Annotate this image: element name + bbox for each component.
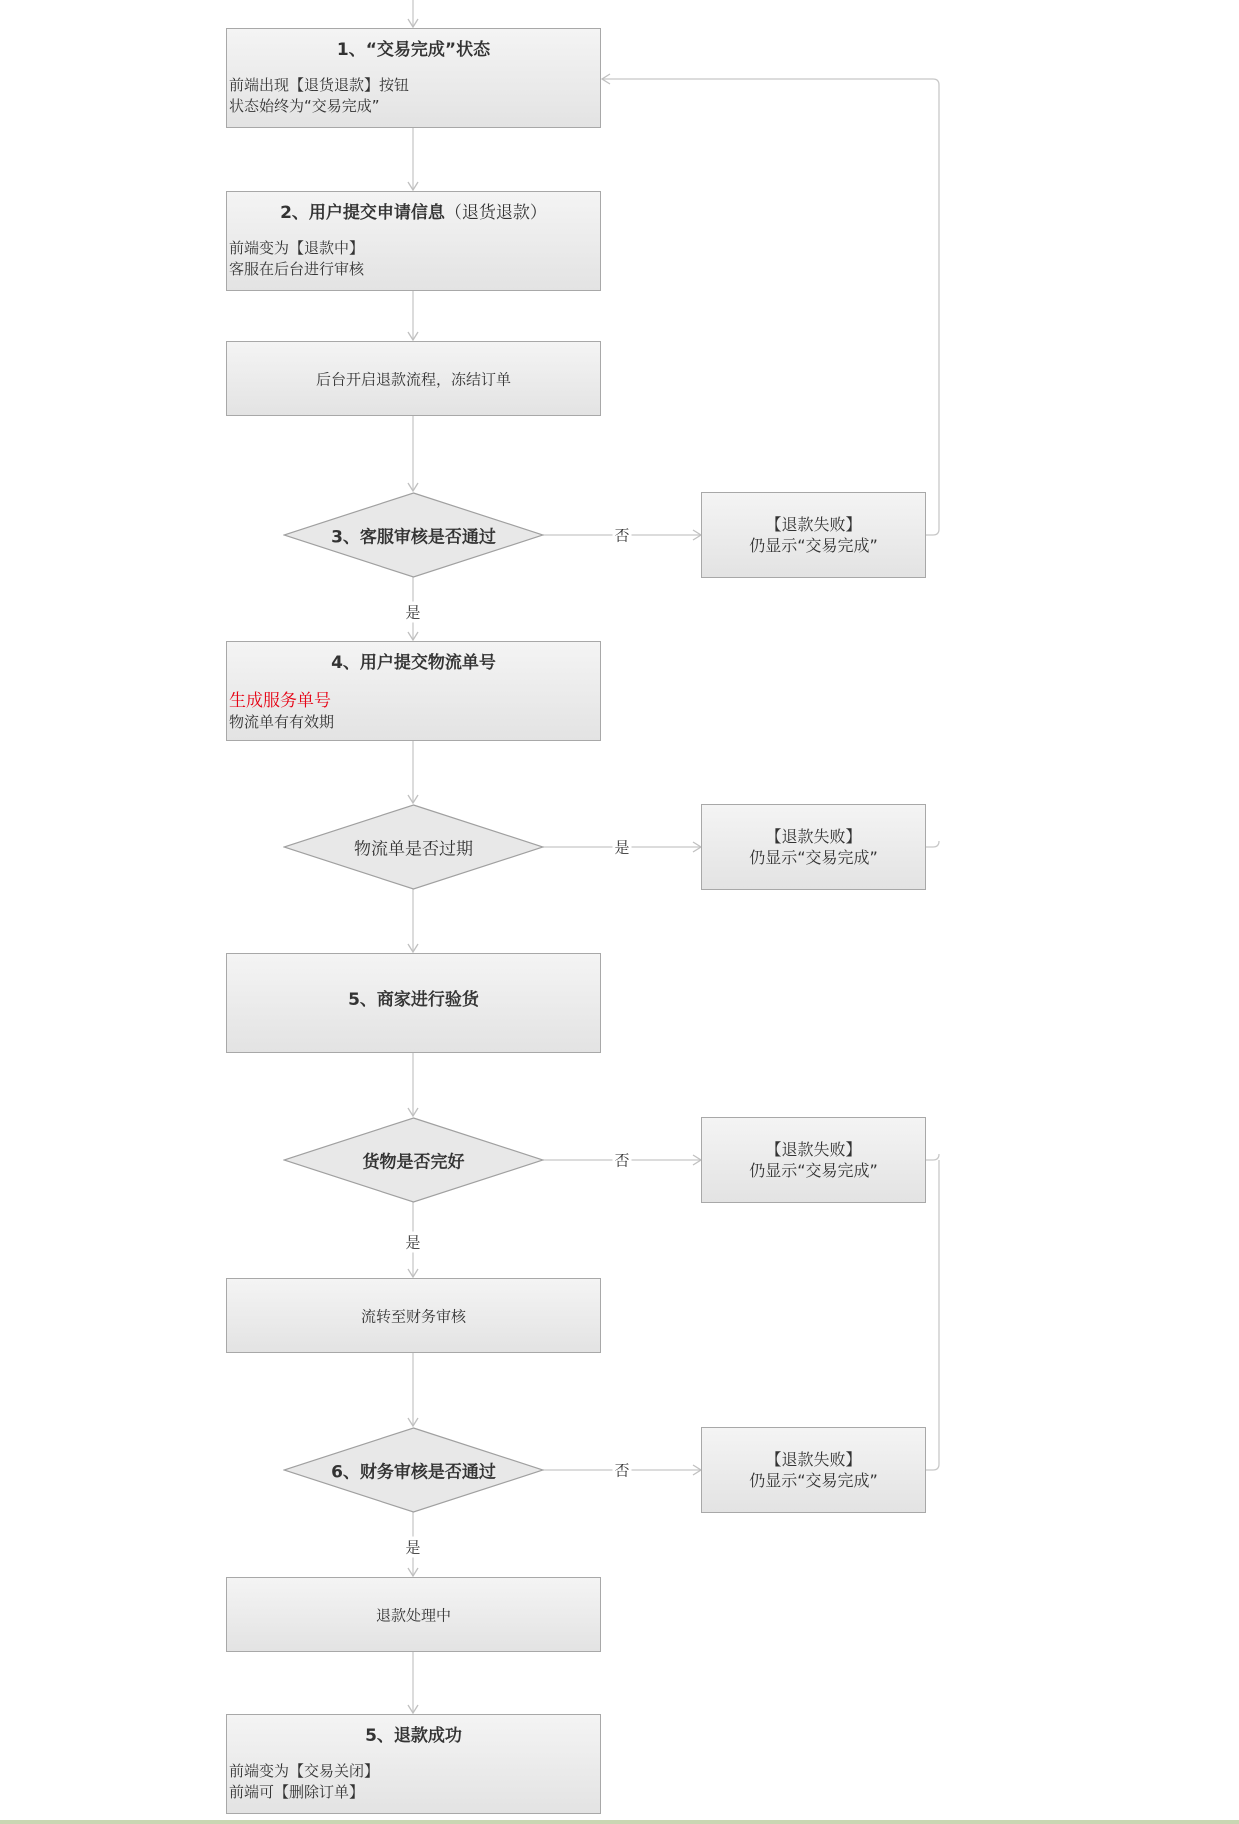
finance-review-transfer xyxy=(226,1278,601,1353)
fail-box-expired xyxy=(701,804,926,890)
fail-box-cs-review xyxy=(701,492,926,578)
step-2-desc xyxy=(229,238,364,280)
step-1-trade-complete xyxy=(226,28,601,128)
step-2-title xyxy=(227,198,600,223)
step-2-line-1: 前端变为【退款中】 xyxy=(229,239,365,257)
fail-box-2-line-2: 仍显示“交易完成” xyxy=(749,848,878,867)
label-d3-yes: 是 xyxy=(405,603,421,622)
refund-processing xyxy=(226,1577,601,1652)
refund-success xyxy=(226,1714,601,1814)
step-2-line-2: 客服在后台进行审核 xyxy=(229,260,365,278)
fail-box-finance xyxy=(701,1427,926,1513)
backend-start-refund-text: 后台开启退款流程，冻结订单 xyxy=(315,370,511,388)
fail-box-2-text xyxy=(702,826,925,868)
backend-start-refund xyxy=(226,341,601,416)
fail-box-3-text xyxy=(702,1139,925,1181)
edge-return-fail3 xyxy=(925,1154,939,1160)
fail-box-3-line-1: 【退款失败】 xyxy=(765,1140,862,1159)
step-2-submit-request xyxy=(226,191,601,291)
step-1-desc xyxy=(229,75,409,117)
decision-goods-text: 货物是否完好 xyxy=(362,1152,465,1173)
label-goods-no: 否 xyxy=(614,1151,630,1170)
step-4-line: 物流单有有效期 xyxy=(229,713,335,731)
fail-box-goods xyxy=(701,1117,926,1203)
refund-success-line-2: 前端可【删除订单】 xyxy=(229,1783,365,1801)
decision-6-finance-review xyxy=(283,1427,544,1513)
edge-return-fail4 xyxy=(925,1160,939,1470)
page-bottom-border xyxy=(0,1820,1239,1824)
step-2-title-suffix: （退货退款） xyxy=(444,203,547,223)
decision-3-cs-review xyxy=(283,492,544,578)
finance-review-text: 流转至财务审核 xyxy=(360,1307,466,1325)
step-5-title: 5、商家进行验货 xyxy=(348,990,479,1010)
step-2-title-main: 2、用户提交申请信息 xyxy=(280,203,445,223)
step-4-desc xyxy=(229,690,334,733)
decision-3-text: 3、客服审核是否通过 xyxy=(331,527,496,548)
fail-box-4-line-1: 【退款失败】 xyxy=(765,1450,862,1469)
refund-success-desc xyxy=(229,1761,379,1803)
step-4-title: 4、用户提交物流单号 xyxy=(331,653,496,673)
fail-box-4-text xyxy=(702,1449,925,1491)
fail-box-3-line-2: 仍显示“交易完成” xyxy=(749,1161,878,1180)
label-expired-yes: 是 xyxy=(614,838,630,857)
decision-expired-text: 物流单是否过期 xyxy=(354,839,473,860)
refund-success-title: 5、退款成功 xyxy=(365,1726,462,1746)
fail-box-4-line-2: 仍显示“交易完成” xyxy=(749,1471,878,1490)
refund-success-line-1: 前端变为【交易关闭】 xyxy=(229,1762,380,1780)
step-4-service-number: 生成服务单号 xyxy=(229,691,331,711)
label-d3-no: 否 xyxy=(614,526,630,545)
label-d6-yes: 是 xyxy=(405,1538,421,1557)
fail-box-1-line-2: 仍显示“交易完成” xyxy=(749,536,878,555)
fail-box-1-line-1: 【退款失败】 xyxy=(765,515,862,534)
fail-box-2-line-1: 【退款失败】 xyxy=(765,827,862,846)
decision-goods-intact xyxy=(283,1117,544,1203)
step-1-line-2: 状态始终为“交易完成” xyxy=(229,97,380,115)
decision-6-text: 6、财务审核是否通过 xyxy=(331,1462,496,1483)
label-d6-no: 否 xyxy=(614,1461,630,1480)
step-1-line-1: 前端出现【退货退款】按钮 xyxy=(229,76,410,94)
label-goods-yes: 是 xyxy=(405,1233,421,1252)
fail-box-1-text xyxy=(702,514,925,556)
step-4-submit-tracking xyxy=(226,641,601,741)
step-1-title: 1、“交易完成”状态 xyxy=(336,40,491,60)
step-5-merchant-inspection xyxy=(226,953,601,1053)
edge-return-fail2 xyxy=(925,841,939,847)
decision-tracking-expired xyxy=(283,804,544,890)
edge-return-loop xyxy=(602,79,939,535)
refund-processing-text: 退款处理中 xyxy=(375,1606,451,1624)
